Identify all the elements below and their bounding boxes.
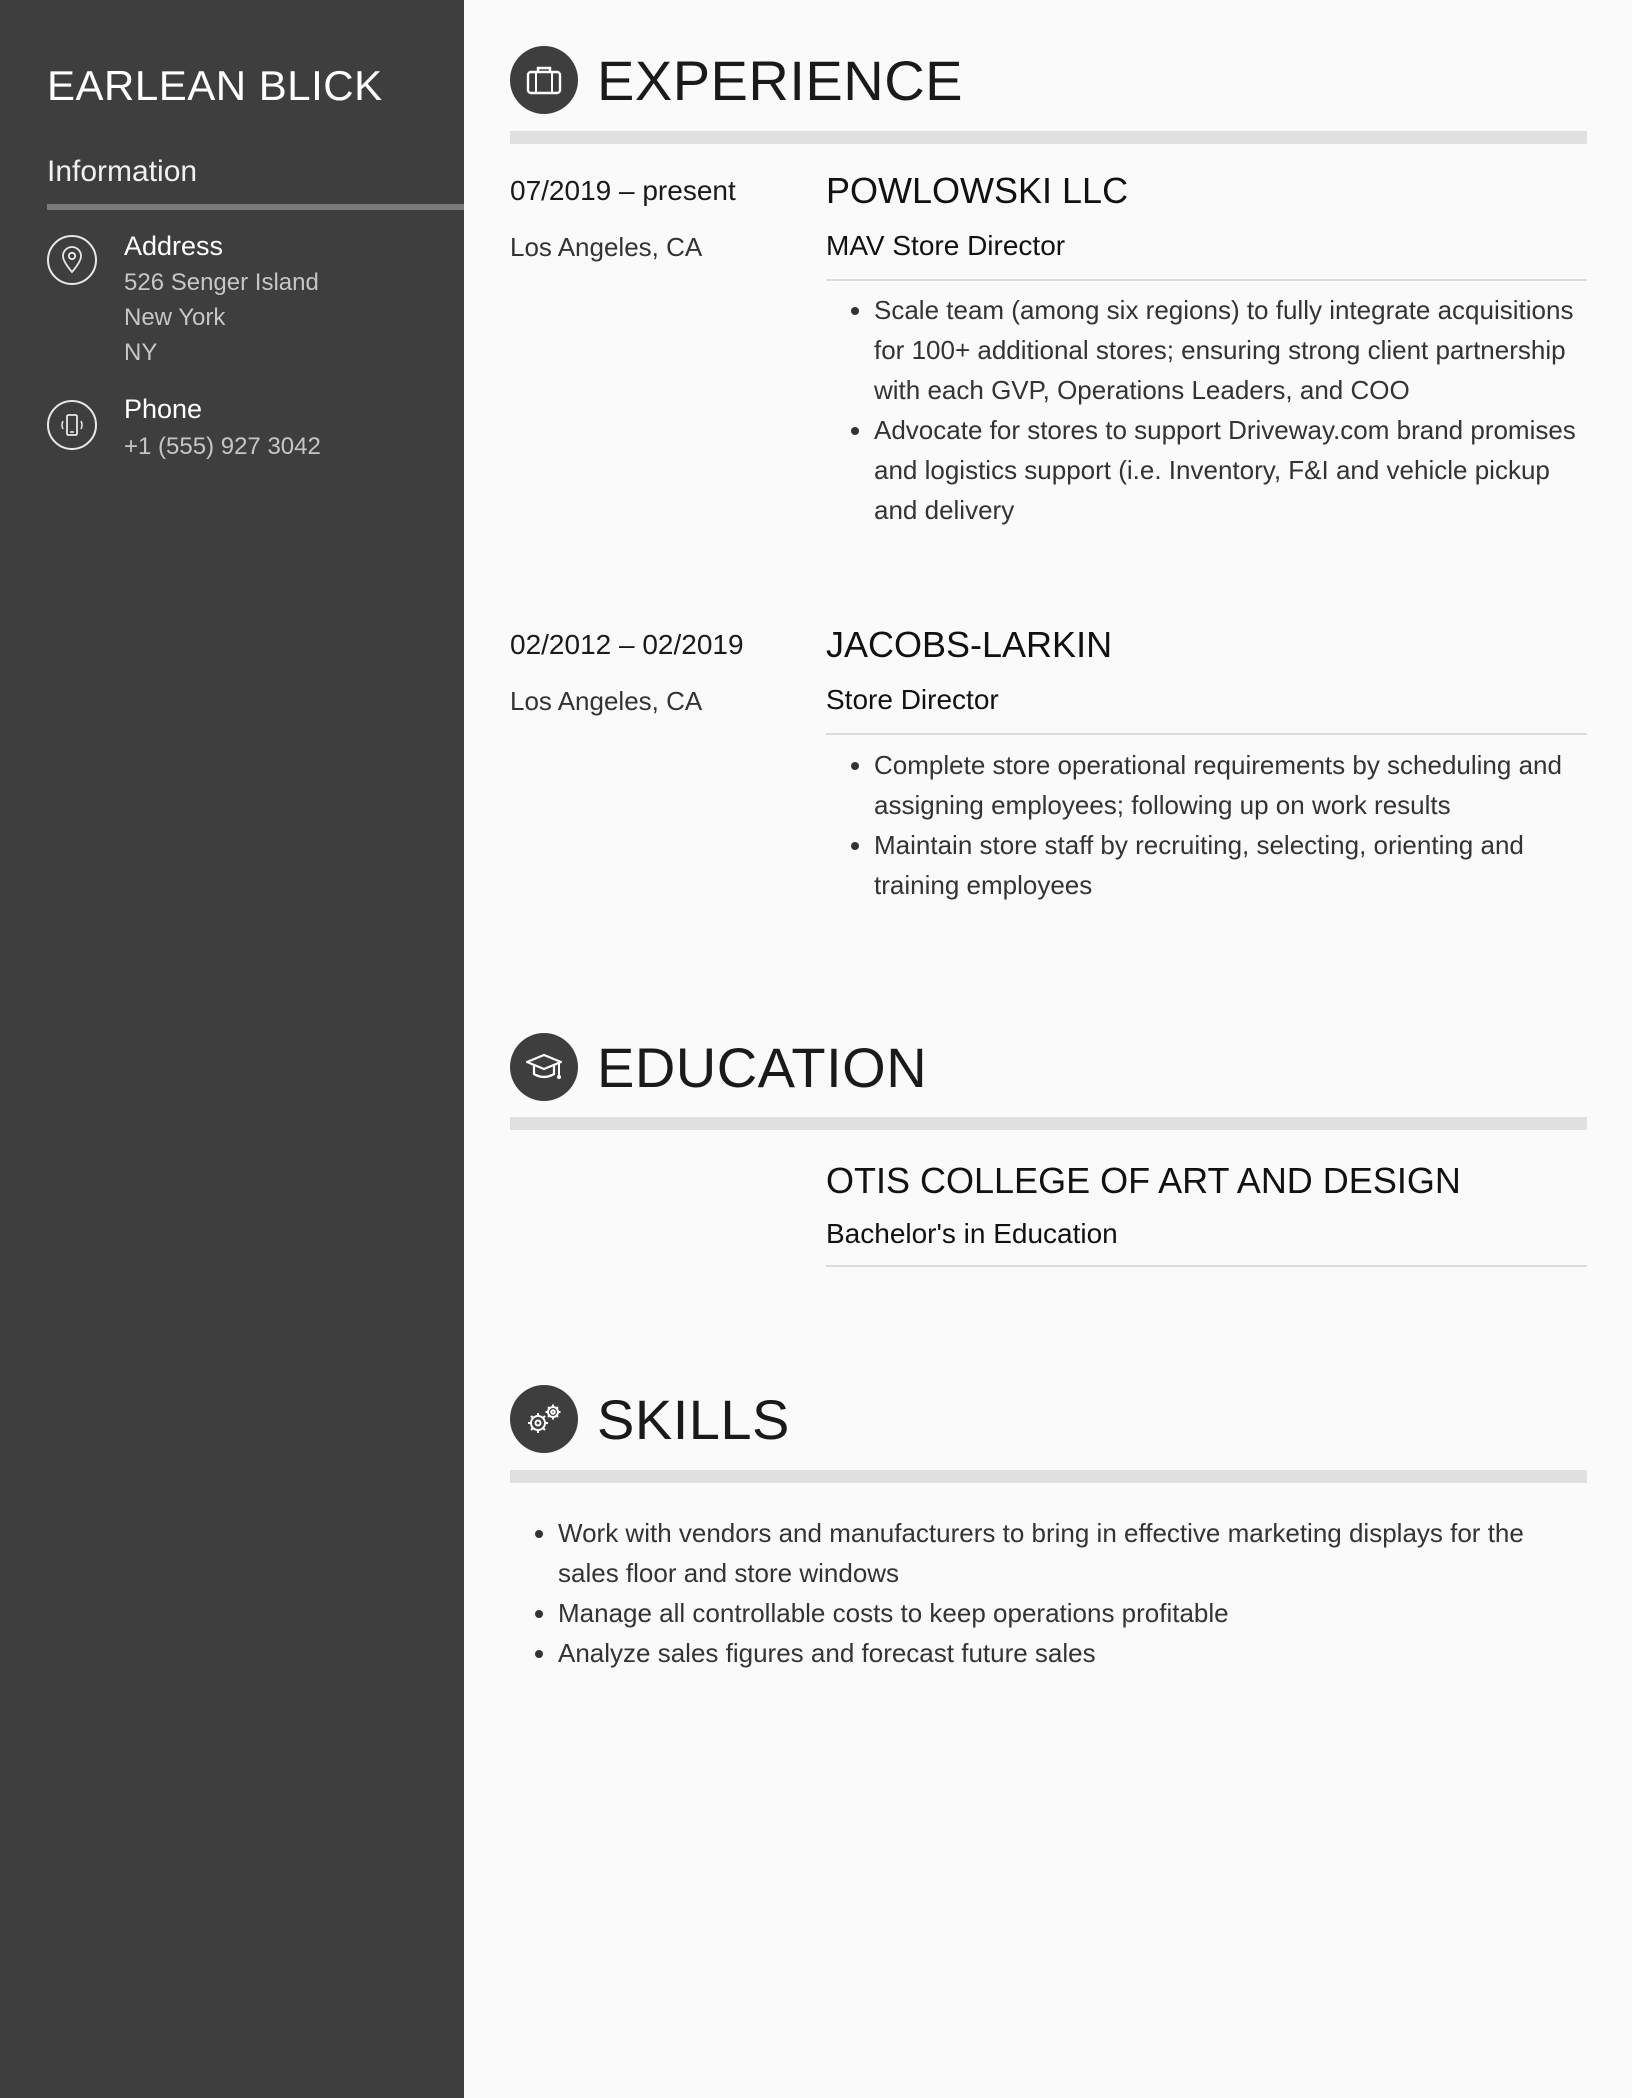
list-item: Manage all controllable costs to keep operations profitable bbox=[532, 1593, 1588, 1633]
education-heading: EDUCATION bbox=[597, 1036, 928, 1099]
address-label: Address bbox=[124, 231, 224, 261]
education-divider bbox=[510, 1117, 1587, 1130]
candidate-name: EARLEAN BLICK bbox=[47, 62, 383, 109]
list-item: Work with vendors and manufacturers to bring in effective marketing displays for the sales floor and store windows bbox=[532, 1513, 1588, 1593]
job-1-date: 07/2019 – present bbox=[510, 175, 736, 206]
skills-list bbox=[532, 1513, 1588, 1673]
briefcase-icon bbox=[510, 46, 578, 114]
job-1-role: MAV Store Director bbox=[826, 230, 1066, 261]
location-pin-icon bbox=[47, 235, 97, 285]
skills-heading: SKILLS bbox=[597, 1388, 790, 1451]
list-item: Advocate for stores to support Driveway.com brand promises and logistics support (i.e. Inventory, F&I and vehicle pickup and delivery bbox=[848, 410, 1588, 530]
job-2-location: Los Angeles, CA bbox=[510, 686, 703, 716]
school-name: OTIS COLLEGE OF ART AND DESIGN bbox=[826, 1160, 1461, 1201]
address-line-3: NY bbox=[124, 339, 158, 366]
address-line-2: New York bbox=[124, 304, 226, 331]
job-2-role: Store Director bbox=[826, 684, 999, 715]
job-1-divider bbox=[826, 279, 1587, 281]
graduation-cap-icon bbox=[510, 1033, 578, 1101]
address-line-1: 526 Senger Island bbox=[124, 269, 319, 296]
experience-heading: EXPERIENCE bbox=[597, 49, 963, 112]
job-2-divider bbox=[826, 733, 1587, 735]
job-2-bullets bbox=[848, 745, 1588, 905]
information-divider bbox=[47, 204, 464, 210]
list-item: Complete store operational requirements by scheduling and assigning employees; following up on work results bbox=[848, 745, 1588, 825]
phone-icon bbox=[47, 400, 97, 450]
sidebar bbox=[0, 0, 464, 2098]
list-item: Analyze sales figures and forecast future sales bbox=[532, 1633, 1588, 1673]
job-1-bullets bbox=[848, 290, 1588, 530]
phone-label: Phone bbox=[124, 394, 203, 424]
degree: Bachelor's in Education bbox=[826, 1218, 1118, 1249]
information-heading: Information bbox=[47, 155, 198, 188]
experience-divider bbox=[510, 131, 1587, 144]
job-1-location: Los Angeles, CA bbox=[510, 232, 703, 262]
skills-divider bbox=[510, 1470, 1587, 1483]
job-2-date: 02/2012 – 02/2019 bbox=[510, 629, 744, 660]
phone-number: +1 (555) 927 3042 bbox=[124, 433, 321, 460]
list-item: Maintain store staff by recruiting, selecting, orienting and training employees bbox=[848, 825, 1588, 905]
list-item: Scale team (among six regions) to fully integrate acquisitions for 100+ additional stores; ensuring strong client partnership with each GVP, Operations Leaders, and COO bbox=[848, 290, 1588, 410]
gears-icon bbox=[510, 1385, 578, 1453]
job-1-company: POWLOWSKI LLC bbox=[826, 170, 1129, 211]
job-2-company: JACOBS-LARKIN bbox=[826, 624, 1113, 665]
education-entry-divider bbox=[826, 1265, 1587, 1267]
